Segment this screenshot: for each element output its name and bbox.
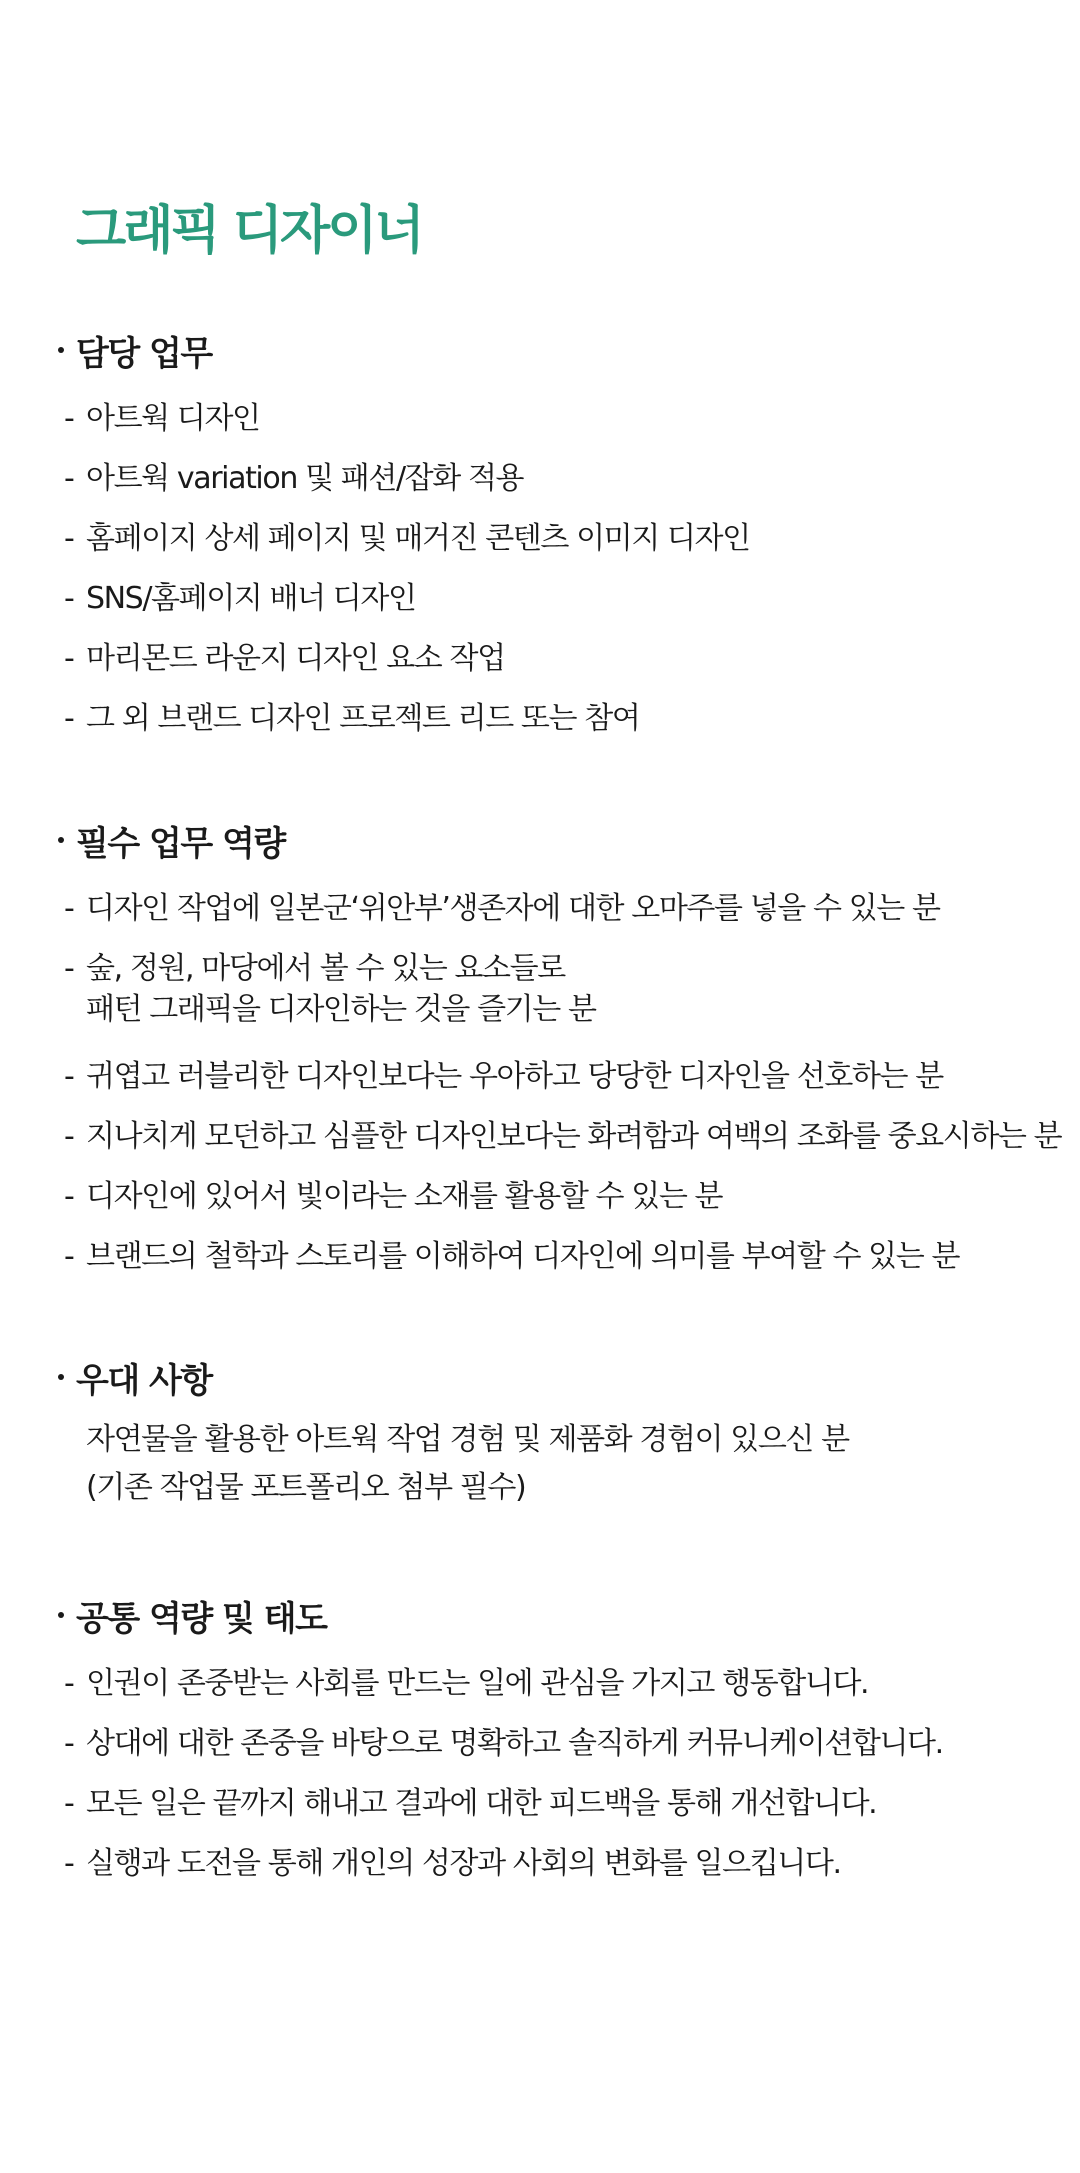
list-item-text: 숲, 정원, 마당에서 볼 수 있는 요소들로	[86, 951, 565, 986]
list-item-text: 디자인에 있어서 빛이라는 소재를 활용할 수 있는 분	[86, 1179, 723, 1214]
list-item	[56, 879, 1066, 939]
dash-marker: -	[64, 581, 74, 616]
list-item	[56, 1834, 1066, 1894]
list-item-text: 지나치게 모던하고 심플한 디자인보다는 화려함과 여백의 조화를 중요시하는 분	[86, 1119, 1062, 1154]
preferred-line: 자연물을 활용한 아트웍 작업 경험 및 제품화 경험이 있으신 분	[86, 1422, 849, 1457]
bullet-dot-icon	[58, 347, 64, 353]
dash-marker: -	[64, 1786, 74, 1821]
list-item	[56, 1047, 1066, 1107]
list-item-text: 귀엽고 러블리한 디자인보다는 우아하고 당당한 디자인을 선호하는 분	[86, 1059, 943, 1094]
dash-marker: -	[64, 1666, 74, 1701]
list-item-text: SNS/홈페이지 배너 디자인	[86, 581, 416, 616]
bullet-dot-icon	[58, 837, 64, 843]
dash-marker: -	[64, 401, 74, 436]
section-attitude	[56, 1590, 1066, 1894]
dash-marker: -	[64, 1179, 74, 1214]
section-duties	[56, 325, 1066, 749]
dash-marker: -	[64, 1846, 74, 1881]
list-item	[56, 389, 1066, 449]
list-item	[56, 939, 1066, 1047]
dash-marker: -	[64, 951, 74, 986]
list-item	[56, 1714, 1066, 1774]
list-item	[56, 689, 1066, 749]
list-item	[56, 569, 1066, 629]
list-item-text: 모든 일은 끝까지 해내고 결과에 대한 피드백을 통해 개선합니다.	[86, 1786, 877, 1821]
duties-list	[56, 389, 1066, 749]
list-item	[56, 1167, 1066, 1227]
dash-marker: -	[64, 1239, 74, 1274]
bullet-dot-icon	[58, 1374, 64, 1380]
section-heading-text: 담당 업무	[76, 333, 212, 374]
dash-marker: -	[64, 1726, 74, 1761]
dash-marker: -	[64, 701, 74, 736]
section-required	[56, 815, 1066, 1287]
attitude-list	[56, 1654, 1066, 1894]
list-item-text: 홈페이지 상세 페이지 및 매거진 콘텐츠 이미지 디자인	[86, 521, 750, 556]
list-item	[56, 1654, 1066, 1714]
dash-marker: -	[64, 461, 74, 496]
dash-marker: -	[64, 641, 74, 676]
section-heading-text: 우대 사항	[76, 1360, 212, 1401]
list-item-text: 마리몬드 라운지 디자인 요소 작업	[86, 641, 505, 676]
list-item-text: 패턴 그래픽을 디자인하는 것을 즐기는 분	[86, 992, 596, 1027]
list-item-text: 아트웍 variation 및 패션/잡화 적용	[86, 461, 524, 496]
list-item-text: 브랜드의 철학과 스토리를 이해하여 디자인에 의미를 부여할 수 있는 분	[86, 1239, 960, 1274]
section-heading-attitude	[56, 1590, 1066, 1640]
required-list	[56, 879, 1066, 1287]
list-item	[56, 449, 1066, 509]
section-heading-required	[56, 815, 1066, 865]
list-item	[56, 1107, 1066, 1167]
list-item	[56, 629, 1066, 689]
dash-marker: -	[64, 891, 74, 926]
list-item-text: 인권이 존중받는 사회를 만드는 일에 관심을 가지고 행동합니다.	[86, 1666, 869, 1701]
list-item-text: 그 외 브랜드 디자인 프로젝트 리드 또는 참여	[86, 701, 640, 736]
preferred-line: (기존 작업물 포트폴리오 첨부 필수)	[86, 1470, 526, 1505]
dash-marker: -	[64, 1119, 74, 1154]
section-heading-text: 필수 업무 역량	[76, 823, 285, 864]
dash-marker: -	[64, 1059, 74, 1094]
list-item	[56, 1227, 1066, 1287]
preferred-text	[86, 1416, 1066, 1512]
section-heading-text: 공통 역량 및 태도	[76, 1598, 327, 1639]
list-item-text: 실행과 도전을 통해 개인의 성장과 사회의 변화를 일으킵니다.	[86, 1846, 841, 1881]
job-title: 그래픽 디자이너	[76, 201, 422, 261]
list-item-text: 아트웍 디자인	[86, 401, 260, 436]
bullet-dot-icon	[58, 1612, 64, 1618]
list-item	[56, 1774, 1066, 1834]
section-preferred	[56, 1352, 1066, 1512]
section-heading-duties	[56, 325, 1066, 375]
dash-marker: -	[64, 521, 74, 556]
list-item-text: 상대에 대한 존중을 바탕으로 명확하고 솔직하게 커뮤니케이션합니다.	[86, 1726, 943, 1761]
list-item	[56, 509, 1066, 569]
section-heading-preferred	[56, 1352, 1066, 1402]
list-item-text: 디자인 작업에 일본군‘위안부’생존자에 대한 오마주를 넣을 수 있는 분	[86, 891, 940, 926]
